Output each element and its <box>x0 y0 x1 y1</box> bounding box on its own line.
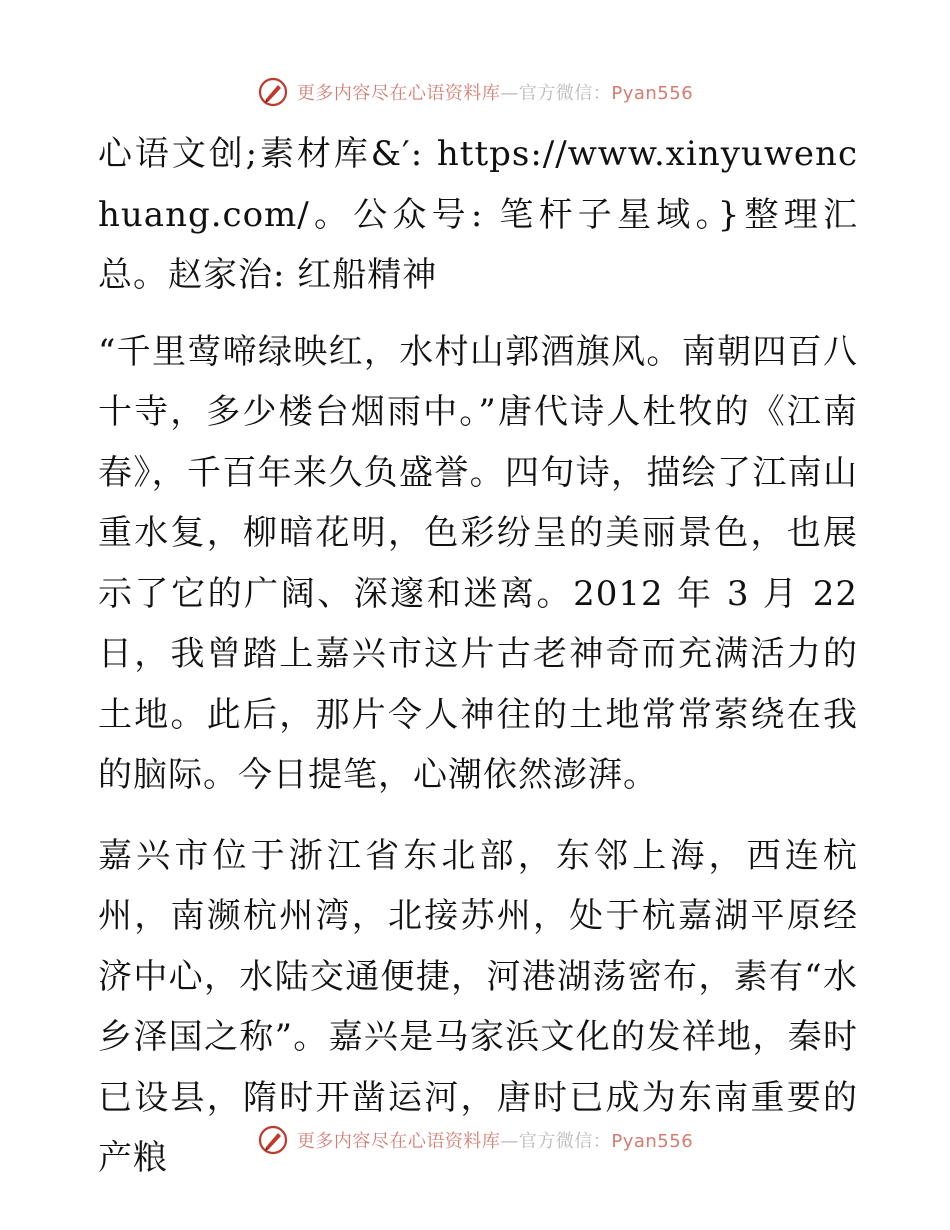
header-watermark <box>0 72 950 112</box>
paragraph-2: “千里莺啼绿映红，水村山郭酒旗风。南朝四百八十寺，多少楼台烟雨中。”唐代诗人杜牧的《江南春》，千百年来久负盛誉。四句诗，描绘了江南山重水复，柳暗花明，色彩纷呈的美丽景色，也展示了它的广阔、深邃和迷离。2012 年 3 月 22 日，我曾踏上嘉兴市这片古老神奇而充满活力的土地。此后，那片令人神往的土地常常萦绕在我的脑际。今日提笔，心潮依然澎湃。 <box>98 331 858 795</box>
watermark-wechat-id: Pyan556 <box>611 83 694 104</box>
watermark-right-text: 官方微信： <box>518 83 612 104</box>
watermark-text <box>297 1127 693 1153</box>
watermark-dash: — <box>500 1131 519 1152</box>
pen-logo-icon <box>257 76 289 108</box>
watermark-left-text: 更多内容尽在心语资料库 <box>296 1131 501 1152</box>
paragraph-1: 心语文创;素材库&′: https://www.xinyuwenchuang.com/。公众号: 笔杆子星域。}整理汇总。赵家治: 红船精神 <box>98 134 858 295</box>
watermark-right-text: 官方微信： <box>518 1131 612 1152</box>
watermark-wechat-id: Pyan556 <box>611 1131 694 1152</box>
pen-logo-icon <box>257 1124 289 1156</box>
footer-watermark <box>0 1120 950 1160</box>
watermark-text <box>297 79 693 105</box>
paragraph-3: 嘉兴市位于浙江省东北部，东邻上海，西连杭州，南濒杭州湾，北接苏州，处于杭嘉湖平原经济中心，水陆交通便捷，河港湖荡密布，素有“水乡泽国之称”。嘉兴是马家浜文化的发祥地，秦时已设县，隋时开凿运河，唐时已成为东南重要的产粮 <box>98 835 858 1178</box>
watermark-dash: — <box>500 83 519 104</box>
document-body <box>98 124 858 1209</box>
watermark-left-text: 更多内容尽在心语资料库 <box>296 83 501 104</box>
